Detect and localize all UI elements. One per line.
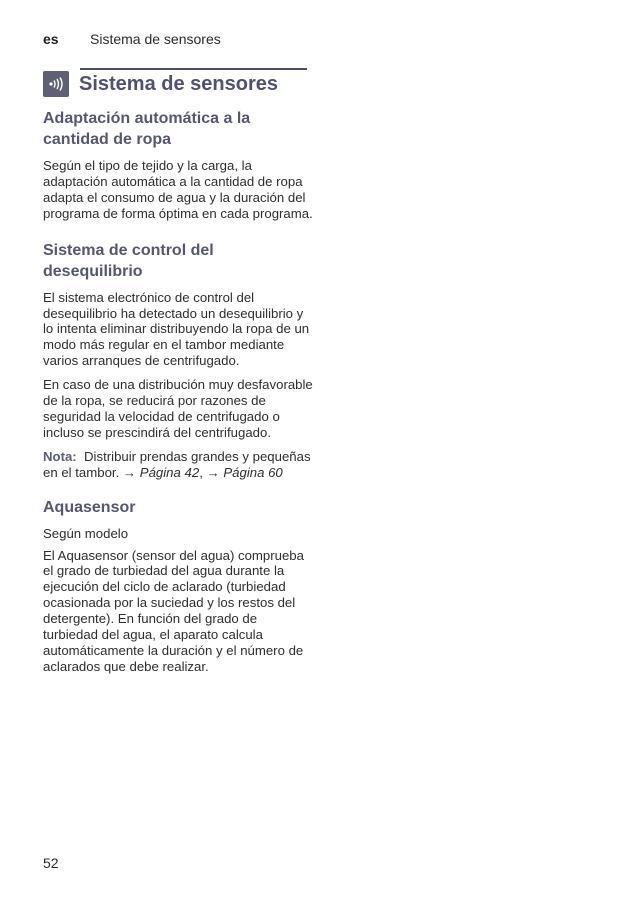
note-text: Distribuir prendas grandes y pequeñas en el tambor. (43, 448, 311, 480)
section-rule (80, 68, 307, 70)
note-label: Nota: (43, 448, 77, 464)
arrow-right-icon: → (122, 464, 137, 480)
section-title: Sistema de sensores (79, 73, 278, 95)
heading-aquasensor: Aquasensor (43, 498, 136, 516)
page-link-60[interactable]: → Página 60 (206, 464, 283, 480)
paragraph-aquasensor: El Aquasensor (sensor del agua) comprueba el grado de turbiedad del agua durante la ejecución del ciclo de aclarado (turbiedad ocasionada por la suciedad y los restos del detergente). En función del grado de turbiedad del agua, el aparato calcula automáticamente la duración y el número de aclarados que debe realizar. (43, 547, 304, 674)
heading-adaptacion: Adaptación automática a la cantidad de ropa (43, 110, 251, 148)
page-number: 52 (43, 855, 59, 871)
page-link-42[interactable]: → Página 42 (122, 464, 200, 480)
subtitle-aquasensor: Según modelo (43, 525, 129, 541)
heading-desequilibrio: Sistema de control del desequilibrio (43, 241, 214, 280)
paragraph-desequilibrio-1: El sistema electrónico de control del desequilibrio ha detectado un desequilibrio y lo intenta eliminar distribuyendo la ropa de un modo más regular en el tambor mediante varios arranques de centrifugado. (43, 289, 310, 369)
content-column (43, 108, 315, 675)
paragraph-desequilibrio-2: En caso de una distribución muy desfavorable de la ropa, se reducirá por razones de seguridad la velocidad de centrifugado o incluso se prescindirá del centrifugado. (43, 377, 313, 440)
paragraph-adaptacion: Según el tipo de tejido y la carga, la adaptación automática a la cantidad de ropa adapta el consumo de agua y la duración del programa de forma óptima en cada programa. (43, 158, 313, 221)
running-header-title: Sistema de sensores (90, 31, 221, 47)
arrow-right-icon: → (206, 464, 220, 480)
note: Nota: Distribuir prendas grandes y pequeñas en el tambor. → Página 42, → Página 60 (43, 448, 311, 480)
sensor-waves-icon (43, 71, 69, 97)
language-code: es (43, 31, 59, 47)
